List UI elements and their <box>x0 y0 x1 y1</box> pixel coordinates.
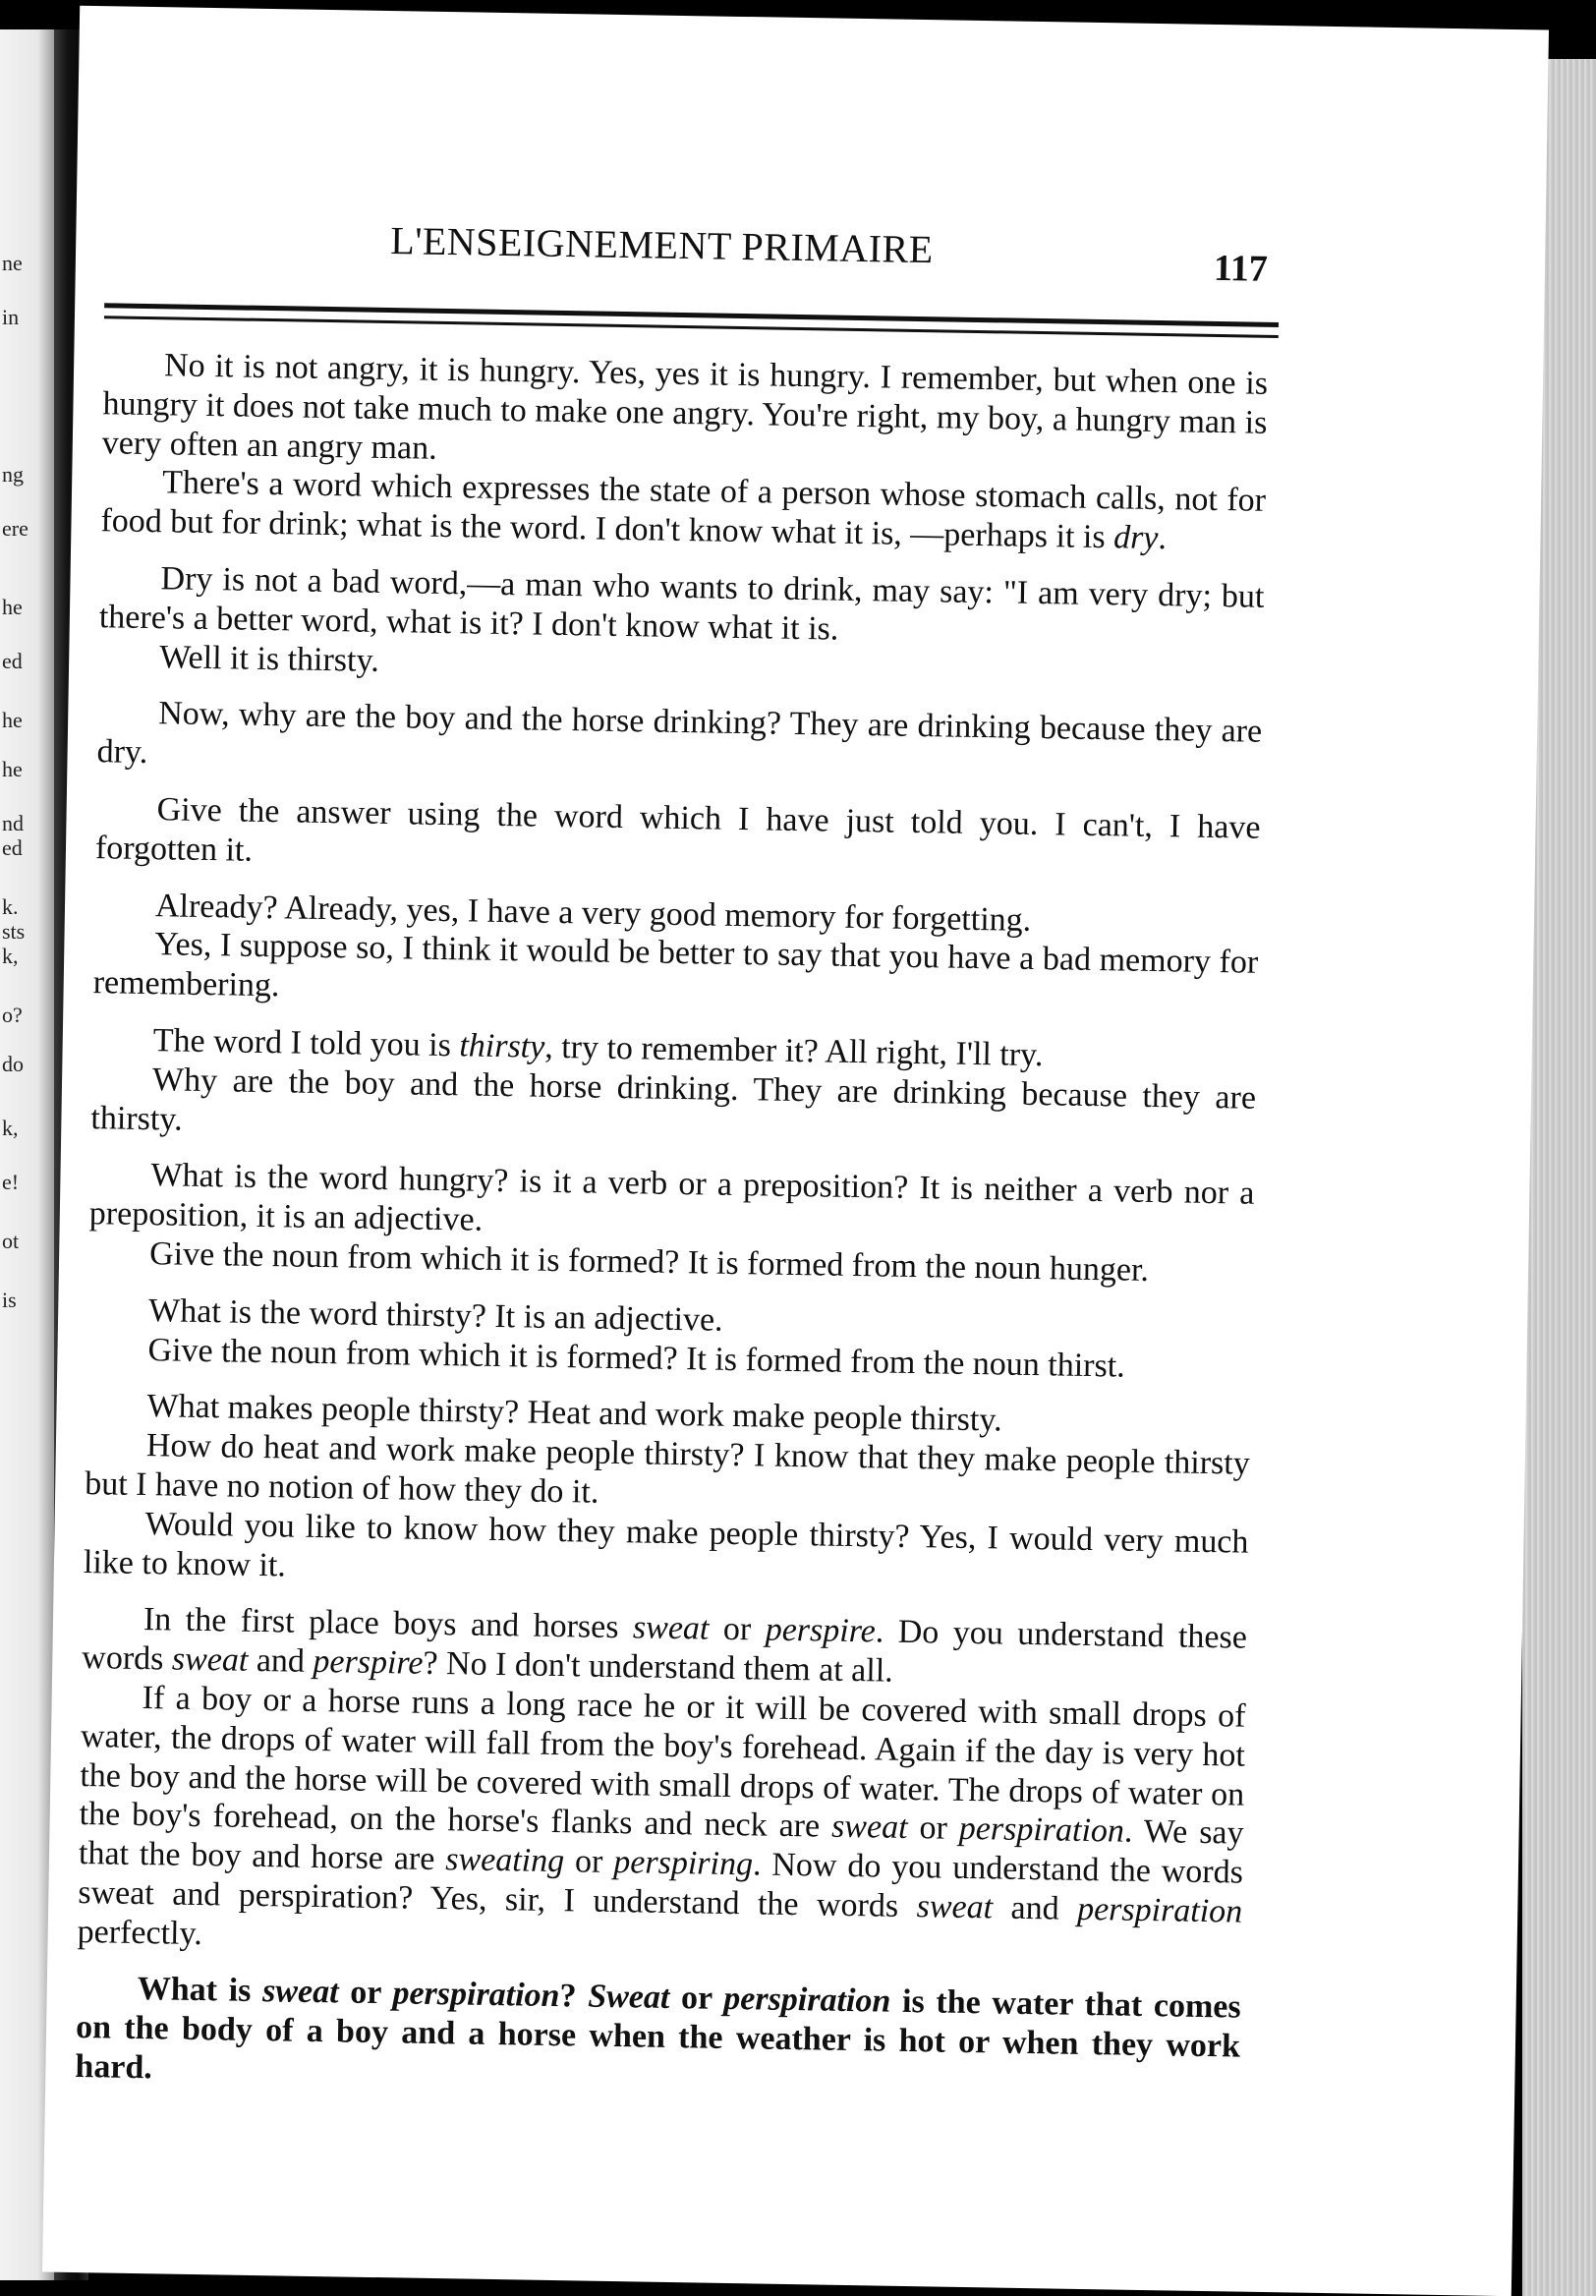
left-page-fragment: k, <box>2 1116 19 1140</box>
left-page-fragment: ed <box>2 649 23 673</box>
left-page-fragment: is <box>2 1288 17 1312</box>
paragraph: Now, why are the boy and the horse drinking? They are drinking because they are dry. <box>96 695 1263 772</box>
paragraph: What is the word thirsty? It is an adjective. <box>147 1292 723 1339</box>
left-page-fragment: ere <box>2 516 28 541</box>
paragraph: Give the noun from which it is formed? It is formed from the noun hunger. <box>148 1235 1150 1289</box>
page-number: 117 <box>1213 247 1269 290</box>
left-page-fragment: ne <box>2 251 23 275</box>
paragraph: How do heat and work make people thirsty? I know that they make people thirsty but I have no notion of how they do it. <box>84 1427 1251 1511</box>
left-page-fragment: o? <box>2 1003 23 1027</box>
left-page-fragment: ot <box>2 1229 20 1253</box>
left-page-fragment: nd <box>2 811 24 835</box>
paragraph: Give the answer using the word which I have just told you. I can't, I have forgotten it. <box>94 791 1261 869</box>
paragraph-sweat-intro: In the first place boys and horses sweat or perspire. Do you understand these words sweat and perspire? No I don't understand them at all. <box>82 1601 1248 1690</box>
left-page-fragment: k. <box>2 894 19 919</box>
paragraph: Well it is thirsty. <box>158 638 380 679</box>
paragraph: The word I told you is thirsty, try to remember it? All right, I'll try. <box>152 1022 1044 1074</box>
left-page-fragment: in <box>2 305 20 329</box>
paragraph: Already? Already, yes, I have a very good memory for forgetting. <box>154 887 1032 939</box>
paragraph-drops: If a boy or a horse runs a long race he or it will be covered with small drops of water, the drops of water will fall from the boy's forehead. Again if the day is very hot the boy and the horse will be covered with small drops of water. The drops of water on the boy's forehead, on the horse's flanks and neck are sweat or perspiration. We say that the boy and horse are sweating or perspiring. Now do you understand the words sweat and perspiration? Yes, sir, I understand the words sweat and perspiration perfectly. <box>77 1679 1246 1952</box>
header-rule <box>104 303 1279 338</box>
left-page-fragment: sts <box>2 919 26 944</box>
left-page-fragment: k, <box>2 944 19 968</box>
body-text <box>75 345 1268 2105</box>
left-page-fragment: he <box>2 595 23 619</box>
left-page-fragment: he <box>2 757 23 781</box>
paragraph: Dry is not a bad word,—a man who wants to drink, may say: "I am very dry; but there's a better word, what is it? I don't know what it is. <box>98 560 1265 648</box>
left-page-fragment: he <box>2 708 23 732</box>
left-page-fragment: do <box>2 1052 24 1076</box>
paragraph: No it is not angry, it is hungry. Yes, yes it is hungry. I remember, but when one is hungry it does not take much to make one angry. You're right, my boy, a hungry man is very often an angry man. <box>101 347 1269 467</box>
paragraph: Why are the boy and the horse drinking. They are drinking because they are thirsty. <box>90 1061 1257 1138</box>
page-header <box>390 217 1325 292</box>
paragraph: What makes people thirsty? Heat and work make people thirsty. <box>146 1388 1002 1439</box>
paragraph: There's a word which expresses the state of a person whose stomach calls, not for food but for drink; what is the word. I don't know what it is, —perhaps it is dry. <box>100 464 1267 557</box>
paragraph: Yes, I suppose so, I think it would be better to say that you have a bad memory for remembering. <box>92 926 1259 1004</box>
paragraph: Would you like to know how they make people thirsty? Yes, I would very much like to know it. <box>83 1505 1249 1583</box>
book-page <box>42 6 1549 2296</box>
paragraph: Give the noun from which it is formed? It is formed from the noun thirst. <box>147 1331 1126 1385</box>
left-page-fragment: e! <box>2 1170 20 1194</box>
left-page-fragment: ng <box>2 462 24 487</box>
paragraph-list <box>84 345 1269 1601</box>
paragraph-final: What is sweat or perspiration? Sweat or perspiration is the water that comes on the body of a boy and a horse when the weather is hot or when they work hard. <box>75 1971 1241 2087</box>
paragraph: What is the word hungry? is it a verb or a preposition? It is neither a verb nor a preposition, it is an adjective. <box>88 1157 1255 1238</box>
running-title: L'ENSEIGNEMENT PRIMAIRE <box>389 218 935 272</box>
left-page-fragment: ed <box>2 835 23 860</box>
